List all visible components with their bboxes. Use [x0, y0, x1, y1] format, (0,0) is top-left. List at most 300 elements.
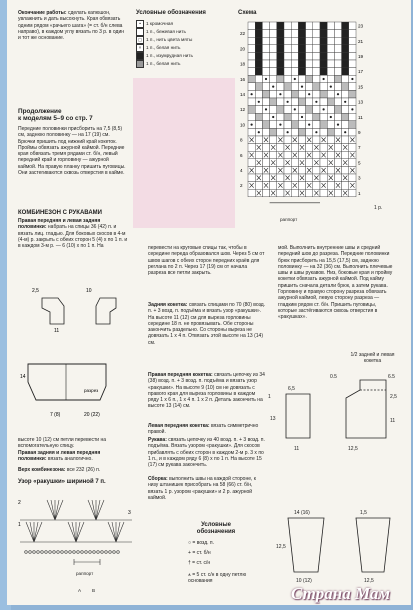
- chart-cell: [270, 106, 277, 114]
- chart-dot-mark: [287, 101, 289, 103]
- chart-cell: [334, 128, 341, 136]
- chart-cell: [306, 37, 313, 45]
- chart-cell: [291, 98, 298, 106]
- crochet-legend-label-2: = ст. б/н: [192, 550, 211, 556]
- legend-label-1: 1 кромочная: [146, 21, 174, 26]
- chart-cell: [277, 60, 284, 68]
- svg-text:11: 11: [390, 418, 396, 424]
- chart-cell: [306, 189, 313, 197]
- chart-cell: [262, 98, 269, 106]
- chart-cell: [291, 189, 298, 197]
- watermark-logo: Страна Мам: [291, 584, 391, 603]
- chart-cell: [262, 83, 269, 91]
- row-label: 1 р.: [374, 205, 383, 211]
- chart-cell: [284, 90, 291, 98]
- chart-cell: [327, 106, 334, 114]
- chart-cell: [248, 174, 255, 182]
- chart-cell: [349, 159, 356, 167]
- legend-title: Условные обозначения: [136, 10, 206, 16]
- assembly-text: выполнить швы на каждой стороне, к низу штанишек присобрать на 58 (66) ст. б/н, вязать 1 р. узором «ракушки» и 2 р. ажурной каймой.: [148, 476, 258, 501]
- chart-cell: [349, 98, 356, 106]
- crochet-legend-2: [188, 550, 258, 556]
- chart-cell: [334, 159, 341, 167]
- chart-cell: [291, 121, 298, 129]
- legend-row-5: [136, 52, 193, 60]
- chart-cell: [298, 166, 305, 174]
- chart-cell: [320, 189, 327, 197]
- chart-cell: [270, 182, 277, 190]
- chart-cell: [298, 68, 305, 76]
- chart-dot-mark: [279, 124, 281, 126]
- svg-text:14 (16): 14 (16): [294, 510, 310, 516]
- chart-row-number-right: 7: [358, 145, 361, 151]
- chart-cell: [342, 30, 349, 38]
- chart-cell: [342, 151, 349, 159]
- chart-cell: [349, 121, 356, 129]
- chart-cell: [255, 52, 262, 60]
- chain-symbol: ○: [188, 540, 192, 546]
- finishing-text: сделать капюшон, увлажнить и дать высохнуть. Края обвязать одним рядом «рачьего шага» (= ст. б/н слева направо), в каждом углу вязать по 3 р. в один и тот же основание.: [18, 10, 126, 42]
- chart-row-number-left: 18: [240, 61, 246, 67]
- chart-dot-mark: [287, 131, 289, 133]
- chart-cell: [313, 83, 320, 91]
- chart-cell: [306, 144, 313, 152]
- chart-cell: [320, 30, 327, 38]
- chart-cell: [270, 22, 277, 30]
- legend-row-2: [136, 28, 186, 36]
- chart-cell: [262, 60, 269, 68]
- chart-cell: [291, 22, 298, 30]
- pattern-mark-b: B: [92, 588, 96, 593]
- chart-cell: [248, 75, 255, 83]
- chart-cell: [320, 37, 327, 45]
- chart-cell: [298, 37, 305, 45]
- continue-text: Передние половинки присборить на 7,5 (8,5) см, заднюю половинку — на 17 (19) см. Брючки пришить под нижний край кокеток. Проймы обвязать ажурной каймой. Передние края обвязать тремя рядами ст. б/н, левый передний край и горловину — ажурной каймой. На правую планку пришить пуговицы. Они застегиваются сквозь отверстия в кайме.: [18, 126, 127, 177]
- chart-cell: [284, 151, 291, 159]
- chart-cell: [284, 121, 291, 129]
- left-yoke-text: вязать симметрично правой.: [148, 423, 260, 436]
- chart-cell: [277, 68, 284, 76]
- chart-row-number-right: 3: [358, 175, 361, 181]
- chart-cell: [342, 136, 349, 144]
- chart-cell: [320, 60, 327, 68]
- chart-cell: [334, 68, 341, 76]
- chart-cell: [255, 30, 262, 38]
- chart-cell: [255, 113, 262, 121]
- chart-row-number-right: 13: [358, 99, 364, 105]
- chart-dot-mark: [323, 108, 325, 110]
- chart-cell: [306, 98, 313, 106]
- chart-cell: [255, 45, 262, 53]
- top-text: все 232 (26) п.: [66, 467, 101, 473]
- chart-row-number-right: 5: [358, 160, 361, 166]
- crochet-legend-title: Условные обозначения: [196, 522, 236, 535]
- chart-cell: [334, 83, 341, 91]
- crochet-legend-3: [188, 560, 258, 566]
- finishing-block: [18, 10, 128, 41]
- chart-cell: [277, 98, 284, 106]
- chart-cell: [255, 90, 262, 98]
- chart-cell: [334, 22, 341, 30]
- svg-text:10 (12): 10 (12): [296, 578, 312, 584]
- chart-cell: [291, 144, 298, 152]
- chart-cell: [248, 37, 255, 45]
- chart-cell: [298, 121, 305, 129]
- svg-text:6.5: 6.5: [388, 374, 395, 380]
- top-title: Верх комбинезона:: [18, 467, 66, 473]
- chart-row-number-left: 2: [240, 183, 243, 189]
- chart-cell: [262, 37, 269, 45]
- chart-dot-mark: [315, 101, 317, 103]
- svg-text:14: 14: [20, 374, 26, 380]
- chart-cell: [277, 144, 284, 152]
- chart-row-number-left: 12: [240, 107, 246, 113]
- chart-cell: [342, 90, 349, 98]
- chart-cell: [262, 22, 269, 30]
- chart-row-number-right: 23: [358, 23, 364, 29]
- left-yoke-title: Левая передняя кокетка:: [148, 423, 210, 429]
- chart-cell: [277, 30, 284, 38]
- crochet-legend-label-1: = возд. п.: [192, 540, 215, 546]
- chart-cell: [248, 113, 255, 121]
- crochet-legend-1: [188, 540, 258, 546]
- white-gray-symbol: [136, 60, 144, 68]
- chart-cell: [320, 128, 327, 136]
- chart-cell: [349, 68, 356, 76]
- svg-text:11: 11: [54, 328, 60, 334]
- chart-cell: [270, 90, 277, 98]
- legend-label-2: 1 п., бежевая нить: [146, 29, 186, 34]
- dc-symbol: †: [188, 560, 191, 566]
- chart-row-number-left: 20: [240, 46, 246, 52]
- svg-text:2,5: 2,5: [390, 394, 397, 400]
- chart-cell: [313, 37, 320, 45]
- col2-intro: перевести на круговые спицы так, чтобы в середине переда образовался шов. Через 5 см от швов шагов с обеих сторон передних краёв для реглана по 2 п. Через 17 (19) см от начала разреза все петли закрыть.: [148, 245, 266, 277]
- chart-dot-mark: [272, 86, 274, 88]
- chart-row-number-right: 9: [358, 130, 361, 135]
- pattern-rapport-label: раппорт: [76, 571, 94, 576]
- chart-cell: [320, 22, 327, 30]
- chart-cell: [342, 52, 349, 60]
- chart-cell: [262, 90, 269, 98]
- chart-cell: [327, 151, 334, 159]
- chart-cell: [284, 22, 291, 30]
- chart-cell: [298, 182, 305, 190]
- chart-cell: [284, 30, 291, 38]
- chart-cell: [334, 106, 341, 114]
- sleeves-text: связать цепочку из 40 возд. п. + 3 возд. п. подъёма. Вязать узором «ракушки». Для скосов прибавлять с обеих сторон в каждом 2-м р. 3 х по 1 п., и в каждом ряду 6 (8) х по 1 п. На высоте 15 (17) см рукава закончить.: [148, 437, 267, 469]
- chart-cell: [313, 151, 320, 159]
- chart-cell: [313, 182, 320, 190]
- chart-cell: [306, 22, 313, 30]
- legend-label-4: 1 п., белая нить: [146, 45, 181, 50]
- crochet-legend-4: [188, 572, 258, 585]
- chart-cell: [327, 166, 334, 174]
- chart-cell: [291, 128, 298, 136]
- chart-cell: [270, 121, 277, 129]
- chart-cell: [334, 113, 341, 121]
- chart-cell: [270, 60, 277, 68]
- chart-cell: [255, 75, 262, 83]
- chart-row-number-right: 17: [358, 69, 364, 75]
- finishing-title: Окончание работы:: [18, 10, 67, 16]
- pattern-mark-a: A: [78, 588, 82, 593]
- shell-symbol: ⩚: [188, 572, 191, 578]
- chart-cell: [255, 106, 262, 114]
- chart-row-number-left: 6: [240, 152, 243, 158]
- chart-cell: [334, 52, 341, 60]
- chart-dot-mark: [251, 124, 253, 126]
- chart-cell: [270, 98, 277, 106]
- chart-cell: [306, 83, 313, 91]
- chart-dot-mark: [308, 93, 310, 95]
- right-yoke-title: Правая передняя кокетка:: [148, 372, 213, 378]
- svg-text:7 (8): 7 (8): [50, 412, 61, 418]
- white-x-symbol: ×: [136, 44, 144, 52]
- chart-row-number-left: 14: [240, 92, 246, 97]
- chart-cell: [320, 52, 327, 60]
- chart-cell: [284, 75, 291, 83]
- chart-cell: [262, 121, 269, 129]
- chart-cell: [262, 189, 269, 197]
- selvage-symbol: •: [136, 20, 144, 28]
- chart-cell: [270, 45, 277, 53]
- chart-cell: [298, 52, 305, 60]
- chart-cell: [313, 60, 320, 68]
- chart-cell: [334, 98, 341, 106]
- chart-cell: [255, 37, 262, 45]
- chart-cell: [349, 83, 356, 91]
- chart-cell: [313, 75, 320, 83]
- chart-cell: [320, 174, 327, 182]
- chart-cell: [306, 113, 313, 121]
- chart-cell: [306, 159, 313, 167]
- left-yoke-block: [148, 423, 266, 436]
- overall-block: [18, 218, 128, 249]
- chart-cell: [298, 151, 305, 159]
- chart-cell: [298, 90, 305, 98]
- chart-cell: [342, 68, 349, 76]
- chart-cell: [291, 159, 298, 167]
- svg-text:12,5: 12,5: [276, 544, 286, 550]
- chart-cell: [262, 174, 269, 182]
- chart-cell: [342, 113, 349, 121]
- chart-cell: [342, 37, 349, 45]
- chart-cell: [277, 106, 284, 114]
- chart-cell: [291, 90, 298, 98]
- chart-cell: [313, 106, 320, 114]
- chart-cell: [291, 52, 298, 60]
- chart-cell: [306, 52, 313, 60]
- chart-cell: [270, 75, 277, 83]
- chart-cell: [248, 22, 255, 30]
- chart-cell: [291, 45, 298, 53]
- chart-row-number-left: 10: [240, 122, 246, 128]
- chart-cell: [298, 45, 305, 53]
- chart-dot-mark: [272, 116, 274, 118]
- chart-cell: [313, 136, 320, 144]
- chart-cell: [255, 166, 262, 174]
- chart-cell: [320, 144, 327, 152]
- chart-cell: [291, 37, 298, 45]
- chart-cell: [270, 30, 277, 38]
- chart-cell: [277, 83, 284, 91]
- svg-text:1: 1: [268, 394, 271, 400]
- chart-cell: [248, 159, 255, 167]
- chart-cell: [291, 174, 298, 182]
- chart-cell: [277, 22, 284, 30]
- crochet-legend-label-4: = 5 ст. с/н в одну петлю основания: [188, 572, 248, 585]
- chart-cell: [306, 30, 313, 38]
- chart-cell: [327, 52, 334, 60]
- chart-cell: [327, 182, 334, 190]
- chart-cell: [277, 75, 284, 83]
- chart-cell: [291, 30, 298, 38]
- chart-dot-mark: [294, 78, 296, 80]
- chart-cell: [262, 30, 269, 38]
- legend-label-5: 1 п., изумрудная нить: [146, 53, 193, 58]
- chart-cell: [255, 151, 262, 159]
- chart-dot-mark: [258, 101, 260, 103]
- chart-row-number-left: 16: [240, 76, 246, 82]
- chart-dot-mark: [308, 124, 310, 126]
- rows-text: высоте 10 (12) см петли перевести на вспомогательную спицу.: [18, 437, 108, 450]
- chart-cell: [277, 174, 284, 182]
- knitting-chart: [238, 20, 368, 215]
- chart-cell: [342, 45, 349, 53]
- chart-cell: [327, 136, 334, 144]
- chart-row-number-left: 8: [240, 137, 243, 143]
- chart-cell: [270, 52, 277, 60]
- svg-text:10: 10: [86, 288, 92, 294]
- chart-cell: [349, 113, 356, 121]
- chart-cell: [270, 166, 277, 174]
- chart-cell: [255, 60, 262, 68]
- chart-cell: [334, 30, 341, 38]
- legend-label-6: 1 п., белая нить: [146, 61, 181, 66]
- half-back-label: 1/2 задней и левая кокетка: [350, 352, 396, 365]
- chart-cell: [262, 128, 269, 136]
- chart-cell: [291, 83, 298, 91]
- chart-cell: [313, 121, 320, 129]
- chart-cell: [306, 75, 313, 83]
- sleeves-block: [148, 437, 266, 468]
- chart-cell: [342, 60, 349, 68]
- chart-cell: [255, 22, 262, 30]
- chart-cell: [262, 144, 269, 152]
- legend-row-3: [136, 36, 192, 44]
- chart-cell: [342, 121, 349, 129]
- chart-cell: [270, 136, 277, 144]
- yoke-sleeve-schematics: [268, 358, 408, 588]
- chart-cell: [248, 144, 255, 152]
- right-yoke-block: [148, 372, 266, 410]
- chart-cell: [313, 90, 320, 98]
- svg-text:разрез: разрез: [84, 388, 99, 393]
- svg-text:0.5: 0.5: [330, 374, 337, 380]
- chart-dot-mark: [330, 116, 332, 118]
- chart-cell: [349, 60, 356, 68]
- chart-cell: [277, 37, 284, 45]
- chart-dot-mark: [279, 93, 281, 95]
- chart-cell: [327, 45, 334, 53]
- chart-cell: [248, 60, 255, 68]
- chart-cell: [298, 128, 305, 136]
- chart-cell: [277, 45, 284, 53]
- chart-dot-mark: [330, 86, 332, 88]
- chart-cell: [248, 45, 255, 53]
- chart-cell: [313, 45, 320, 53]
- chart-cell: [342, 83, 349, 91]
- emerald-symbol: [136, 52, 144, 60]
- chart-cell: [255, 182, 262, 190]
- chart-cell: [306, 45, 313, 53]
- chart-row-number-right: 15: [358, 84, 364, 90]
- chart-cell: [313, 22, 320, 30]
- chart-cell: [306, 68, 313, 76]
- continue-title: Продолжение к моделям 5–9 со стр. 7: [18, 108, 93, 123]
- sc-symbol: +: [188, 550, 191, 556]
- chart-cell: [262, 68, 269, 76]
- svg-text:1,5: 1,5: [360, 510, 367, 516]
- chart-cell: [349, 37, 356, 45]
- chart-cell: [306, 60, 313, 68]
- trouser-schematics: [14, 282, 134, 422]
- chart-dot-mark: [337, 124, 339, 126]
- top-block: [18, 467, 130, 473]
- chart-cell: [334, 189, 341, 197]
- chart-cell: [349, 45, 356, 53]
- chart-cell: [284, 182, 291, 190]
- svg-text:20 (22): 20 (22): [84, 412, 100, 418]
- chart-cell: [248, 68, 255, 76]
- chart-cell: [306, 106, 313, 114]
- svg-text:12,5: 12,5: [348, 446, 358, 452]
- chart-row-number-left: 22: [240, 31, 246, 37]
- chart-cell: [284, 60, 291, 68]
- chart-cell: [270, 151, 277, 159]
- chart-cell: [313, 166, 320, 174]
- chart-cell: [284, 52, 291, 60]
- chart-cell: [327, 68, 334, 76]
- chart-cell: [349, 52, 356, 60]
- sleeves-title: Рукава:: [148, 437, 167, 443]
- chart-dot-mark: [344, 131, 346, 133]
- chart-cell: [313, 30, 320, 38]
- chart-cell: [327, 75, 334, 83]
- chart-row-number-right: 11: [358, 114, 363, 120]
- chart-cell: [298, 60, 305, 68]
- chart-cell: [248, 52, 255, 60]
- svg-text:6,5: 6,5: [288, 386, 295, 392]
- chart-row-number-left: 4: [240, 168, 243, 173]
- chart-cell: [320, 83, 327, 91]
- chart-cell: [327, 90, 334, 98]
- chart-cell: [327, 22, 334, 30]
- chart-cell: [291, 68, 298, 76]
- chart-dot-mark: [251, 93, 253, 95]
- front-title: Правая задняя и левая передняя половинки:: [18, 450, 102, 463]
- chart-cell: [284, 166, 291, 174]
- chart-cell: [277, 159, 284, 167]
- chart-cell: [255, 136, 262, 144]
- chart-cell: [349, 90, 356, 98]
- chart-dot-mark: [258, 131, 260, 133]
- chart-cell: [291, 60, 298, 68]
- chart-cell: [327, 98, 334, 106]
- chart-cell: [334, 45, 341, 53]
- chart-cell: [277, 189, 284, 197]
